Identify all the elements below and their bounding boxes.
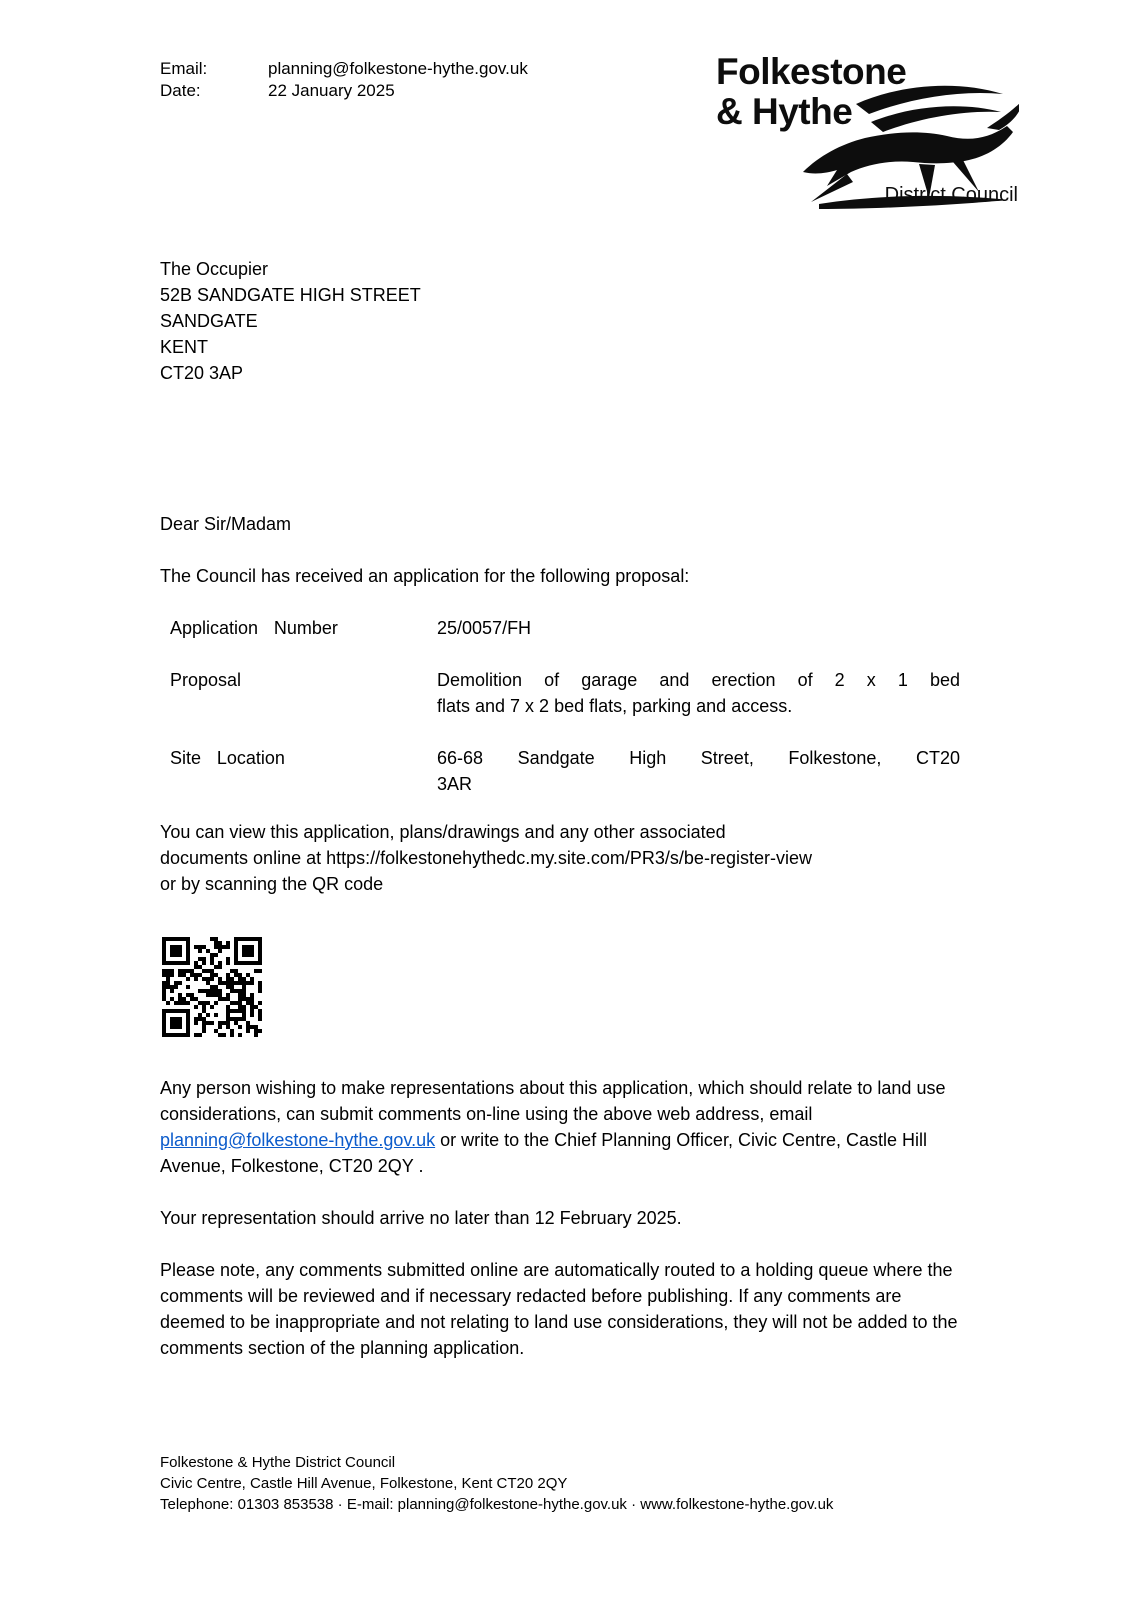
footer-contact: Telephone: 01303 853538 · E-mail: planning@folkestone-hythe.gov.uk · www.folkestone-hythe.gov.uk (160, 1496, 834, 1513)
representations-text-after: or write to the Chief Planning Officer, Civic Centre, Castle Hill Avenue, Folkestone, CT20 2QY . (160, 1130, 927, 1176)
representations-paragraph (160, 1075, 960, 1179)
recipient-line: CT20 3AP (160, 363, 244, 383)
footer (160, 1452, 990, 1515)
recipient-line: 52B SANDGATE HIGH STREET (160, 285, 421, 305)
application-number-value: 25/0057/FH (437, 618, 532, 638)
application-number-label: Application Number (170, 618, 338, 638)
intro-paragraph: The Council has received an application for the following proposal: (160, 566, 690, 586)
recipient-line: KENT (160, 337, 209, 357)
council-logo (716, 52, 1018, 212)
recipient-line: The Occupier (160, 259, 269, 279)
view-online-paragraph: You can view this application, plans/drawings and any other associated documents online at https://folkestonehythedc.my.site.com/PR3/s/be-register-view or by scanning the QR code (160, 822, 812, 894)
qr-code (160, 935, 264, 1039)
recipient-address (160, 256, 421, 386)
footer-council-name: Folkestone & Hythe District Council (160, 1454, 396, 1471)
logo-subtitle: District Council (884, 184, 1018, 206)
logo-title-line2: & Hythe (716, 91, 853, 132)
proposal-label: Proposal (170, 670, 242, 690)
deadline-line: Your representation should arrive no later than 12 February 2025. (160, 1208, 682, 1228)
date-label: Date: (160, 81, 201, 100)
representations-text-before: Any person wishing to make representations about this application, which should relate to land use considerations, can submit comments on-line using the above web address, email (160, 1078, 946, 1124)
footer-address: Civic Centre, Castle Hill Avenue, Folkestone, Kent CT20 2QY (160, 1475, 568, 1492)
planning-email-link[interactable]: planning@folkestone-hythe.gov.uk (160, 1130, 436, 1150)
header-meta (160, 58, 528, 102)
site-location-label: Site Location (170, 748, 285, 768)
site-location-value: 66-68 Sandgate High Street, Folkestone, CT20 3AR (437, 748, 960, 794)
application-details (170, 615, 960, 797)
date-value: 22 January 2025 (268, 81, 395, 100)
logo-title-line1: Folkestone (716, 51, 907, 92)
email-value: planning@folkestone-hythe.gov.uk (268, 59, 528, 78)
proposal-value: Demolition of garage and erection of 2 x 1 bed flats and 7 x 2 bed flats, parking and access. (437, 670, 960, 716)
recipient-line: SANDGATE (160, 311, 258, 331)
email-label: Email: (160, 59, 208, 78)
salutation: Dear Sir/Madam (160, 514, 292, 534)
note-paragraph: Please note, any comments submitted online are automatically routed to a holding queue where the comments will be reviewed and if necessary redacted before publishing. If any comments are deemed to be inappropriate and not relating to land use considerations, they will not be added to the comments section of the planning application. (160, 1260, 958, 1358)
